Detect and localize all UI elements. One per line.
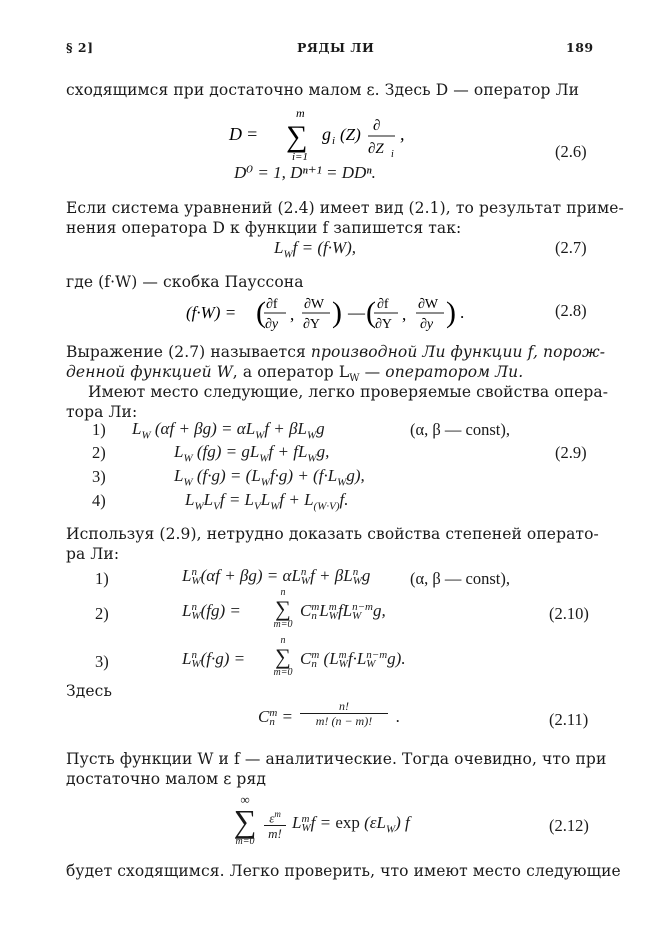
- const-note: (α, β — const),: [410, 420, 510, 439]
- equation-2-10-1: L n W (αf + βg) = αL n W f + βL n W g: [182, 566, 371, 588]
- item-label: 3): [92, 467, 106, 486]
- Z-argument: (Z): [340, 125, 361, 144]
- paragraph-line: денной функцией W, а оператор $L_W$ — оператором Ли.: [66, 363, 524, 385]
- item-label: 4): [92, 491, 106, 510]
- item-label: 1): [95, 569, 109, 588]
- equation-2-10-2: L n W (fg) =: [182, 601, 241, 623]
- equation-number: (2.8): [555, 301, 587, 320]
- equation-2-12: L m W $f = \exp (\varepsilon L_W)$ f: [292, 813, 410, 836]
- paragraph-line: ра Ли:: [66, 545, 120, 563]
- sum-block: n ∑ m=0: [270, 636, 296, 678]
- equation-2-6-b: D⁰ = 1, Dⁿ⁺¹ = DDⁿ.: [234, 163, 376, 182]
- frac-num: ∂f: [377, 297, 389, 312]
- equation-2-11: C m n =: [258, 707, 294, 729]
- paren-left: (: [366, 296, 376, 329]
- equation-2-9-2: $L_W$ $(fg) = gL_Wf + fL_Wg$,: [174, 442, 330, 465]
- sum-icon: ∑: [286, 120, 308, 153]
- eq-comma: ,: [400, 124, 405, 144]
- frac-den: ∂y: [420, 317, 434, 332]
- item-label: 3): [95, 652, 109, 671]
- paragraph-line: Используя (2.9), нетрудно доказать свойства степеней операто-: [66, 525, 599, 543]
- sum-icon: ∑: [275, 644, 291, 669]
- minus-sign: —: [348, 303, 365, 322]
- fraction-2-11: n! m! (n − m)!: [300, 699, 388, 729]
- item-label: 2): [92, 443, 106, 462]
- sum-icon: ∑: [275, 596, 291, 621]
- frac-den: ∂Y: [375, 317, 393, 332]
- paragraph-line: будет сходящимся. Легко проверить, что имеют место следующие: [66, 862, 621, 880]
- equation-number: (2.6): [555, 142, 587, 161]
- paragraph-line: Пусть функции W и f — аналитические. Тогда очевидно, что при: [66, 750, 607, 768]
- g-symbol: g: [322, 124, 331, 144]
- frac-num: ∂W: [304, 297, 325, 312]
- sum-icon: ∑: [233, 803, 257, 839]
- partial-den-sub: i: [391, 149, 394, 160]
- partial-den: ∂Z: [368, 141, 384, 157]
- equation-2-9-3: $L_W$ $(f\cdot g) = (L_Wf\cdot g) + (f\cdot L_Wg)$,: [174, 466, 365, 489]
- eq-period: .: [460, 303, 465, 322]
- paren-right: ): [332, 296, 342, 329]
- equation-number: (2.10): [549, 604, 589, 623]
- paragraph-line: тора Ли:: [66, 403, 138, 421]
- equation-2-10-3: L n W (f·g) =: [182, 649, 246, 671]
- eq-D-lhs: D: [229, 124, 242, 144]
- paragraph-text: сходящимся при достаточно малом ε. Здесь D — оператор Ли: [66, 81, 580, 99]
- equation-number: (2.11): [549, 710, 589, 729]
- equation-number: (2.9): [555, 443, 587, 462]
- frac-den: ∂y: [265, 317, 279, 332]
- const-note: (α, β — const),: [410, 569, 510, 588]
- equation-number: (2.7): [555, 238, 587, 257]
- fraction-2-12: $\varepsilon^m$ m!: [264, 807, 286, 841]
- section-marker: § 2]: [66, 40, 94, 55]
- paragraph-line: Здесь: [66, 682, 112, 700]
- sum-block: ∞ ∑ m=0: [228, 794, 262, 848]
- frac-den: ∂Y: [303, 317, 321, 332]
- frac-num: ∂W: [418, 297, 439, 312]
- paragraph-line: нения оператора D к функции f запишется так:: [66, 219, 462, 237]
- item-label: 1): [92, 420, 106, 439]
- eq-period: .: [396, 707, 401, 726]
- paragraph-line: достаточно малом ε ряд: [66, 770, 266, 788]
- paren-right: ): [446, 296, 456, 329]
- eq-comma: ,: [290, 305, 295, 324]
- item-label: 2): [95, 604, 109, 623]
- paragraph-line: Если система уравнений (2.4) имеет вид (2.1), то результат приме-: [66, 199, 624, 217]
- eq-comma: ,: [402, 305, 407, 324]
- running-title: РЯДЫ ЛИ: [297, 40, 375, 55]
- eq-equals: =: [246, 124, 259, 144]
- g-subscript: i: [332, 135, 336, 147]
- paragraph-line: где (f·W) — скобка Пауссона: [66, 273, 304, 291]
- page-number: 189: [566, 40, 594, 55]
- sum-block: n ∑ m=0: [270, 588, 296, 630]
- equation-2-8-svg: [0, 0, 650, 340]
- paragraph-line: Имеют место следующие, легко проверяемые свойства опера-: [88, 383, 609, 401]
- equation-2-9-1: $L_W$ $(\alpha f + \beta g) = \alpha L_Wf + \beta L_Wg$: [132, 419, 325, 442]
- sum-upper: m: [296, 106, 305, 120]
- partial-num: ∂: [373, 118, 381, 134]
- equation-2-9-4: $L_WL_Vf = L_VL_Wf + L_{(W\cdot V)}f$.: [185, 490, 349, 513]
- equation-rhs: (f·W),: [317, 238, 357, 257]
- frac-num: ∂f: [266, 297, 278, 312]
- equation-number: (2.12): [549, 816, 589, 835]
- paragraph-line: Выражение (2.7) называется производной Ли функции f, порож-: [66, 343, 606, 361]
- sum-lower: i=1: [292, 151, 308, 163]
- equation-2-10-2-rhs: C m n L m W fL n−m W g,: [300, 601, 386, 623]
- eq-lhs: (f·W) =: [186, 303, 237, 322]
- paren-left: (: [256, 296, 266, 329]
- equation-2-10-3-rhs: C m n (L m W f·L n−m W g).: [300, 649, 406, 671]
- equation-2-7: $L_Wf = (f\cdot W)$,: [274, 238, 357, 261]
